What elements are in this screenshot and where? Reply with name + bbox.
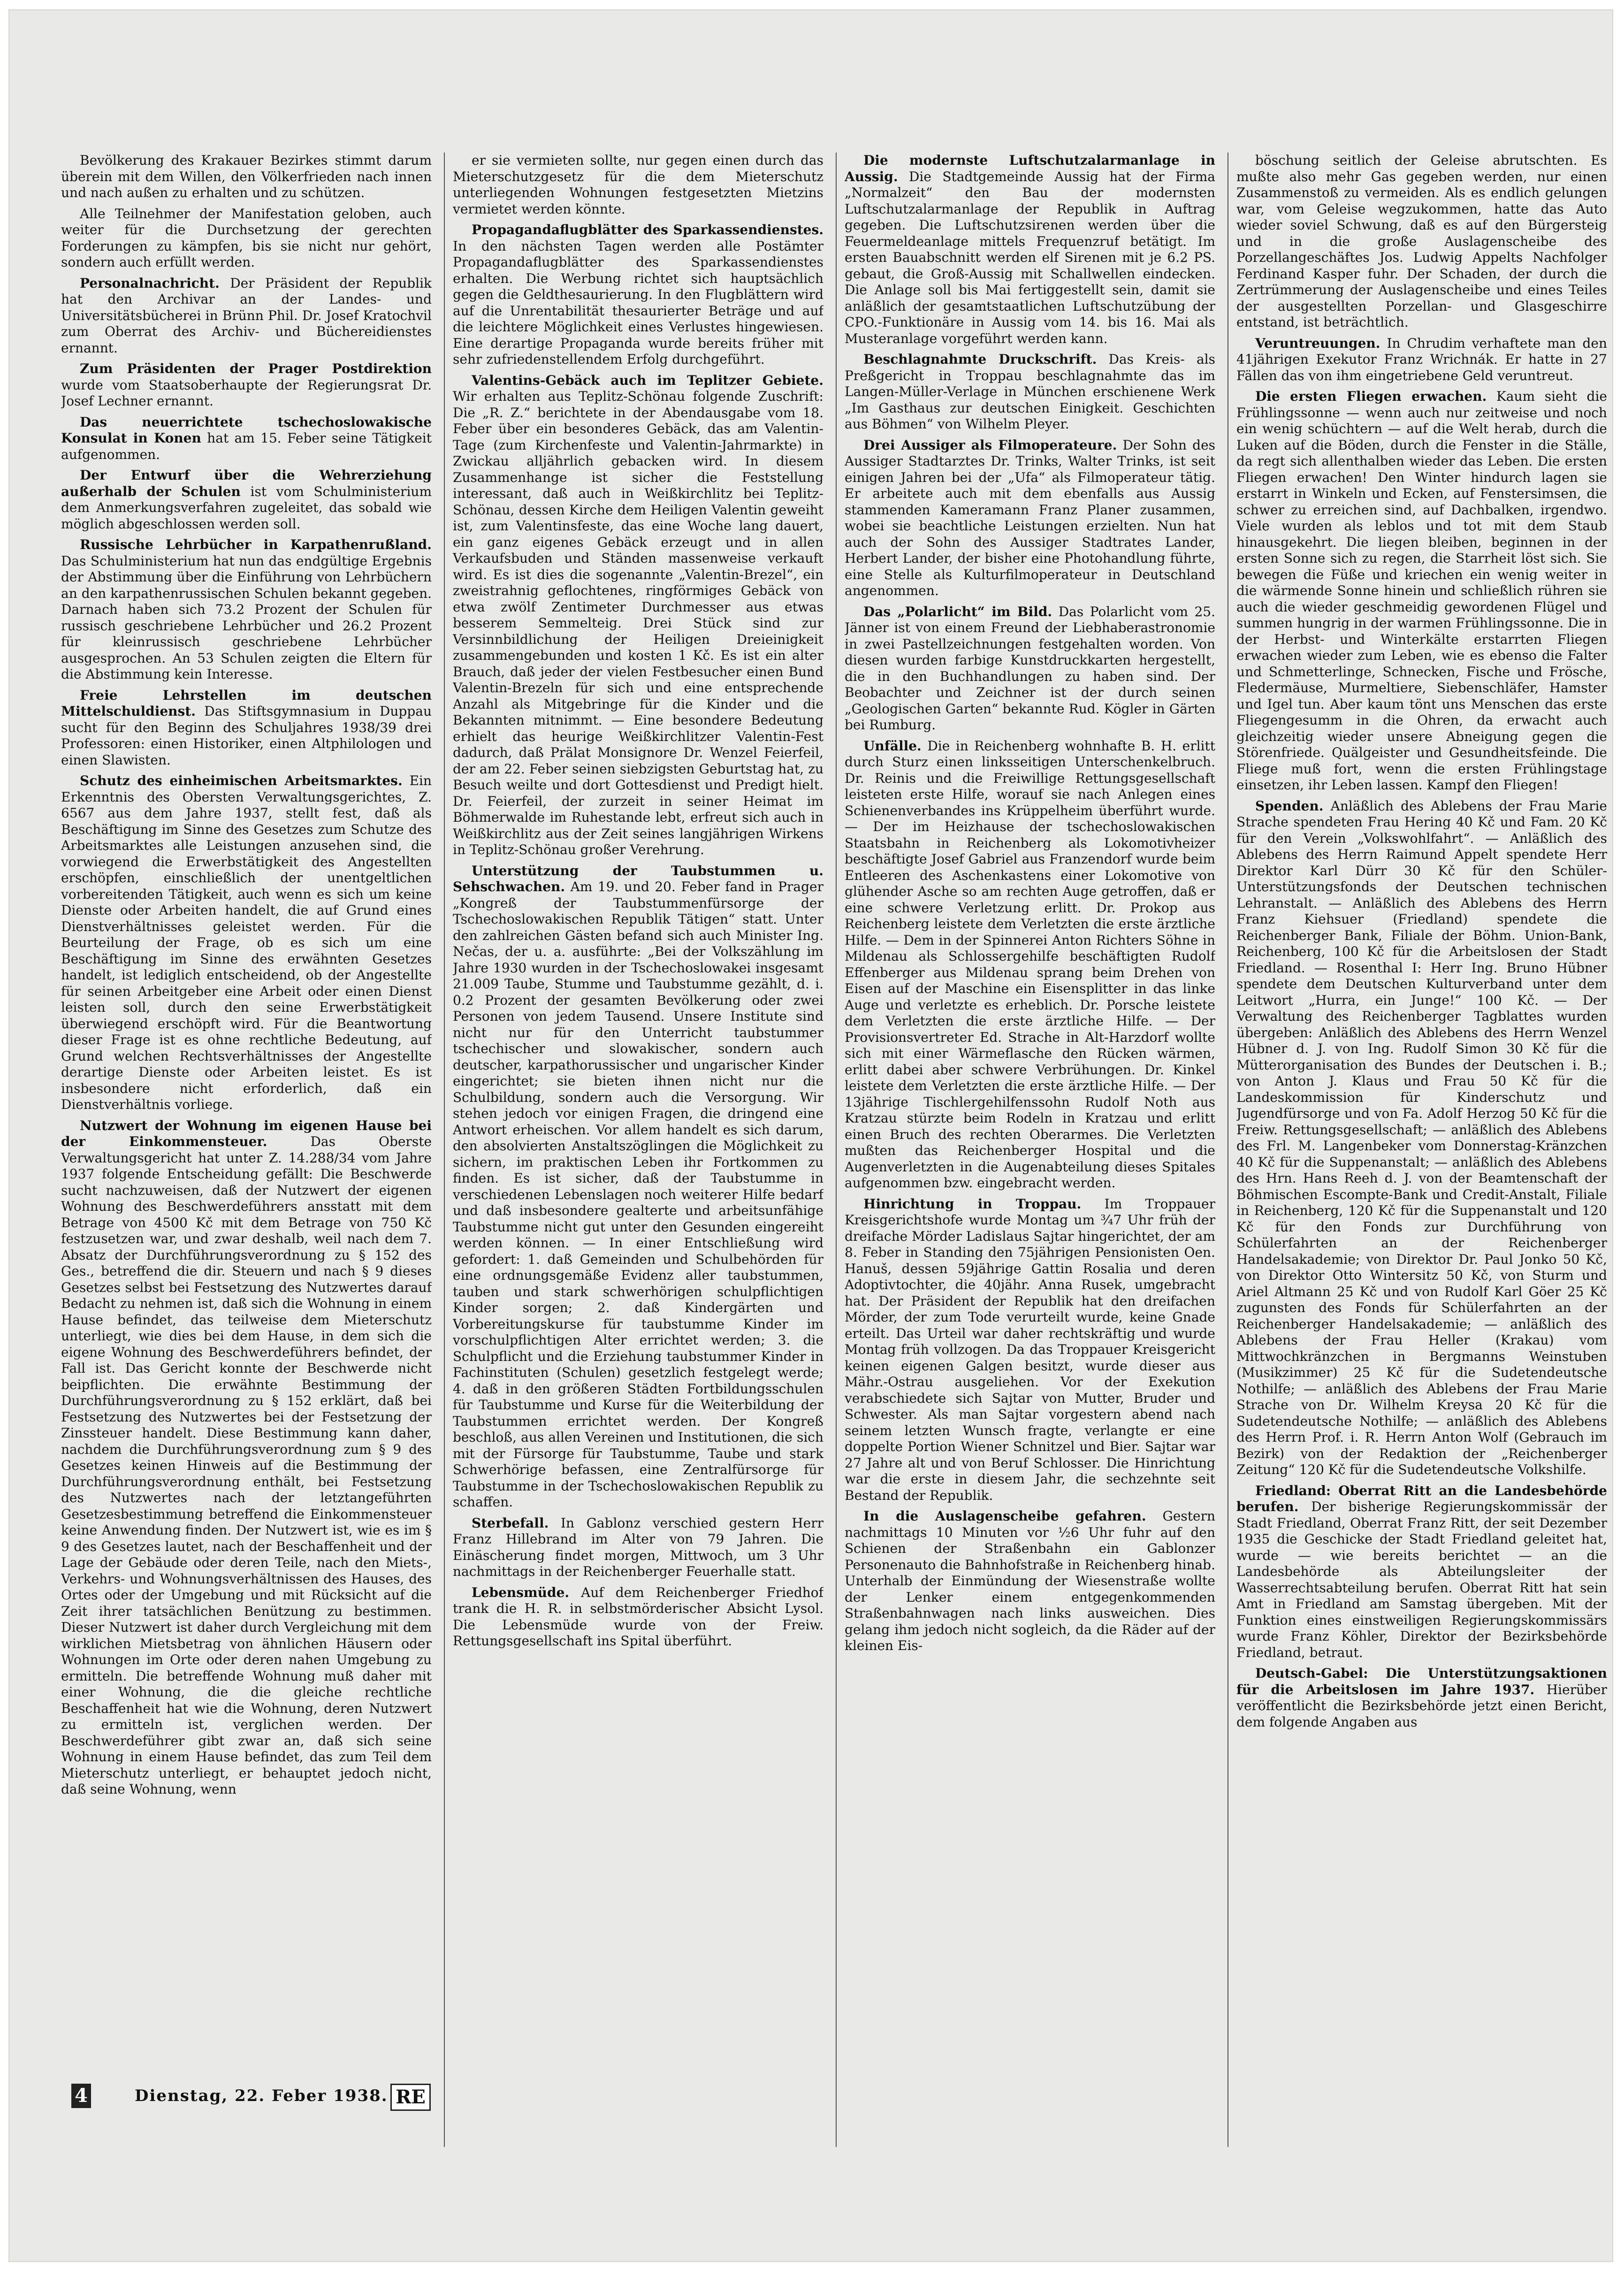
article-text: In Chrudim verhaftete man den 41jährigen Exekutor Franz Wrichnák. Er hatte in 27 Fällen das von ihm eingetriebene Geld veruntreut. bbox=[1236, 335, 1607, 383]
page-number: 4 bbox=[71, 2084, 91, 2108]
article-paragraph bbox=[453, 863, 823, 1511]
article-paragraph bbox=[1236, 336, 1607, 384]
article-text: Das Schulministerium hat nun das endgültige Ergebnis der Abstimmung über die Einführung von Lehrbüchern an den karpathenrussischen Schulen bekannt gegeben. Darnach haben sich 73.2 Prozent der Schulen für russisch geschriebene Lehrbücher und 26.2 Prozent für kleinrussisch geschriebene Lehrbücher ausgesprochen. An 53 Schulen zeigten die Eltern für die Abstimmung kein Interesse. bbox=[61, 553, 432, 682]
article-headline: Veruntreuungen. bbox=[1255, 335, 1380, 351]
article-paragraph bbox=[453, 1515, 823, 1580]
article-text: In Gablonz verschied gestern Herr Franz Hillebrand im Alter von 79 Jahren. Die Einäscherung findet morgen, Mittwoch, um 3 Uhr nachmittags in der Reichenberger Feuerhalle statt. bbox=[453, 1515, 823, 1579]
article-headline: Hinrichtung in Troppau. bbox=[863, 1196, 1082, 1212]
article-paragraph bbox=[845, 604, 1215, 734]
article-paragraph bbox=[845, 738, 1215, 1192]
article-text: Die Stadtgemeinde Aussig hat der Firma „Normalzeit“ den Bau der modernsten Luftschutzalarmanlage der Republik in Auftrag gegeben. Die Luftschutzsirenen werden über die Feuermeldeanlage mittels Frequenzruf betätigt. Im ersten Bauabschnitt werden elf Sirenen mit je 6.2 PS. gebaut, die Groß-Aussig mit Schallwellen eindecken. Die Anlage soll bis Mai fertiggestellt sein, damit sie anläßlich der gesamtstaatlichen Luftschutzübung der CPO.-Funktionäre in Aussig vom 14. bis 16. Mai als Musteranlage vorgeführt werden kann. bbox=[845, 168, 1215, 346]
column-2 bbox=[453, 153, 823, 2147]
article-paragraph bbox=[61, 275, 432, 357]
article-text: Alle Teilnehmer der Manifestation geloben, auch weiter für die Durchsetzung der gerechten Forderungen zu kämpfen, bis sie nicht nur gehört, sondern auch erfüllt werden. bbox=[61, 206, 432, 270]
article-headline: Das neuerrichtete tschechoslowakische Konsulat in Konen bbox=[61, 414, 432, 446]
article-headline: Sterbefall. bbox=[472, 1515, 549, 1531]
article-text: Ein Erkenntnis des Obersten Verwaltungsgerichtes, Z. 6567 aus dem Jahre 1937, stellt fest, daß als Beschäftigung im Sinne des Gesetzes zum Schutze des Arbeitsmarktes alle Leistungen anzusehen sind, die vorwiegend die Erwerbstätigkeit des Angestellten erschöpfen, einschließlich der unentgeltlichen vorbereitenden Tätigkeit, auch wenn es sich um keine Dienste oder Arbeiten handelt, die auf Grund eines Dienstverhältnisses geleistet werden. Für die Beurteilung der Frage, ob es sich um eine Beschäftigung im Sinne des erwähnten Gesetzes handelt, ist lediglich entscheidend, ob der Angestellte für seinen Arbeitgeber eine Arbeit oder einen Dienst leisten soll, durch den seine Erwerbstätigkeit überwiegend erschöpft wird. Für die Beantwortung dieser Frage ist es ohne rechtliche Bedeutung, auf Grund welchen Rechtsverhältnisses der Angestellte derartige Dienste oder Arbeiten leistet. Es ist insbesondere nicht erforderlich, daß ein Dienstverhältnis vorliege. bbox=[61, 773, 432, 1112]
article-headline: Friedland: Oberrat Ritt an die Landesbehörde berufen. bbox=[1236, 1482, 1607, 1514]
article-headline: Freie Lehrstellen im deutschen Mittelschuldienst. bbox=[61, 687, 432, 719]
article-headline: Deutsch-Gabel: Die Unterstützungsaktionen für die Arbeitslosen im Jahre 1937. bbox=[1236, 1666, 1607, 1697]
article-paragraph bbox=[845, 153, 1215, 347]
article-text: Das Polarlicht vom 25. Jänner ist von einem Freund der Liebhaberastronomie in zwei Pastellzeichnungen festgehalten worden. Von diesen wurden farbige Kunstdruckkarten hergestellt, die in den Buchhandlungen zu haben sind. Der Beobachter und Zeichner ist der durch seinen „Geologischen Garten“ bekannte Rud. Kögler in Gärten bei Rumburg. bbox=[845, 604, 1215, 733]
article-text: Der bisherige Regierungskommissär der Stadt Friedland, Oberrat Franz Ritt, der seit Dezember 1935 die Geschicke der Stadt Friedland geleitet hat, wurde — wie bereits berichtet — an die Landesbehörde als Abteilungsleiter der Wasserrechtsabteilung berufen. Oberrat Ritt hat sein Amt in Friedland am Samstag übergeben. Mit der Funktion eines einstweiligen Regierungskommissärs wurde Franz Köhler, Direktor der Bezirksbehörde Friedland, betraut. bbox=[1236, 1499, 1607, 1660]
column-rule bbox=[444, 153, 445, 2147]
article-text: Gestern nachmittags 10 Minuten vor ½6 Uhr fuhr auf den Schienen der Straßenbahn ein Gablonzer Personenauto die Bahnhofstraße in Reichenberg hinab. Unterhalb der Einmündung der Wiesenstraße wollte der Lenker einem entgegenkommenden Straßenbahnwagen nach links ausweichen. Dies gelang ihm jedoch nicht sogleich, da die Räder auf der kleinen Eis- bbox=[845, 1508, 1215, 1653]
article-headline: Drei Aussiger als Filmoperateure. bbox=[863, 437, 1117, 453]
article-text: In den nächsten Tagen werden alle Postämter Propagandaflugblätter des Sparkassendienstes erhalten. Die Werbung richtet sich hauptsächlich gegen die Geldthesaurierung. In den Flugblättern wird auf die Unrentabilität thesaurierter Beträge und auf die leichtere Möglichkeit eines Verlustes hingewiesen. Eine derartige Propaganda wurde bereits früher mit sehr zufriedenstellendem Erfolg durchgeführt. bbox=[453, 238, 823, 367]
page-footer bbox=[71, 2084, 1615, 2112]
article-headline: Unfälle. bbox=[863, 738, 922, 754]
article-headline: Personalnachricht. bbox=[80, 275, 220, 291]
issue-date: Dienstag, 22. Feber 1938. bbox=[135, 2086, 388, 2105]
article-text: Anläßlich des Ablebens der Frau Marie Strache spendeten Frau Hering 40 Kč und Fam. 20 Kč für den Verein „Volkswohlfahrt“. — Anläßlich des Ablebens des Herrn Raimund Appelt spendete Herr Direktor Karl Dürr 30 Kč für den Schüler-Unterstützungsfonds der Deutschen technischen Lehranstalt. — Anläßlich des Ablebens des Herrn Franz Kiehsuer (Friedland) spendete die Reichenberger Bank, Filiale der Böhm. Union-Bank, Reichenberg, 100 Kč für die Arbeitslosen der Stadt Friedland. — Rosenthal I: Herr Ing. Bruno Hübner spendete dem Deutschen Kulturverband unter dem Leitwort „Hurra, ein Junge!“ 100 Kč. — Der Verwaltung des Reichenberger Tagblattes wurden übergeben: Anläßlich des Ablebens des Herrn Wenzel Hübner d. J. von Ing. Rudolf Simon 30 Kč für die Mütterorganisation des Bundes der Deutschen i. B.; von Anton J. Klaus und Frau 50 Kč für die Landeskommission für Kinderschutz und Jugendfürsorge und von Fa. Adolf Herzog 50 Kč für die Freiw. Rettungsgesellschaft; — anläßlich des Ablebens des Frl. M. Langenbeker vom Donnerstag-Kränzchen 40 Kč für die Suppenanstalt; — anläßlich des Ablebens des Hrn. Hans Reeh d. J. von der Beamtenschaft der Böhmischen Escompte-Bank und Credit-Anstalt, Filiale in Reichenberg, 120 Kč für die Suppenanstalt und 120 Kč für den Fonds zur Durchführung von Schülerfahrten an der Reichenberger Handelsakademie; von Direktor Dr. Paul Jonko 50 Kč, von Direktor Otto Wintersitz 50 Kč, von Sturm und Ariel Altmann 25 Kč und von Rudolf Karl Göer 25 Kč zugunsten des Fonds für Schülerfahrten an der Reichenberger Handelsakademie; — anläßlich des Ablebens der Frau Heller (Krakau) vom Mittwochkränzchen in Bergmanns Weinstuben (Musikzimmer) 25 Kč für die Sudetendeutsche Nothilfe; — anläßlich des Ablebens der Frau Marie Strache von Dr. Wilhelm Kreysa 20 Kč für die Sudetendeutsche Nothilfe; — anläßlich des Ablebens des Herrn Prof. i. R. Herrn Anton Wolf (Gebrauch im Bezirk) von der Redaktion der „Reichenberger Zeitung“ 120 Kč für die Sudetendeutsche Volkshilfe. bbox=[1236, 798, 1607, 1477]
article-paragraph bbox=[61, 1118, 432, 1798]
article-paragraph bbox=[1236, 1483, 1607, 1661]
article-paragraph bbox=[845, 351, 1215, 433]
article-headline: Unterstützung der Taubstummen u. Sehschwachen. bbox=[453, 863, 823, 894]
article-paragraph bbox=[61, 467, 432, 532]
article-text: Im Troppauer Kreisgerichtshofe wurde Montag um ¾7 Uhr früh der dreifache Mörder Ladislaus Sajtar hingerichtet, der am 8. Feber in Standing den 75jährigen Pensionisten Oen. Hanuš, dessen 59jährige Gattin Rosalia und deren Adoptivtochter, die 40jähr. Anna Rusek, umgebracht hat. Der Präsident der Republik hat den dreifachen Mörder, der zum Tode verurteilt wurde, keine Gnade erteilt. Das Urteil war daher rechtskräftig und wurde Montag früh vollzogen. Da das Troppauer Kreisgericht keinen eigenen Galgen besitzt, wurde dieser aus Mähr.-Ostrau ausgeliehen. Vor der Exekution verabschiedete sich Sajtar von Mutter, Bruder und Schwester. Als man Sajtar vorgestern abend nach seinem letzten Wunsch fragte, verlangte er eine doppelte Portion Wiener Schnitzel und Bier. Sajtar war 27 Jahre alt und von Beruf Schlosser. Die Hinrichtung war die erste in diesem Jahr, die sechzehnte seit Bestand der Republik. bbox=[845, 1196, 1215, 1503]
masthead-letters: RE bbox=[396, 2086, 426, 2108]
article-headline: Propagandaflugblätter des Sparkassendienstes. bbox=[472, 222, 823, 237]
column-3 bbox=[845, 153, 1215, 2147]
article-text: Bevölkerung des Krakauer Bezirkes stimmt darum überein mit dem Willen, den Völkerfrieden nach innen und nach außen zu erhalten und zu schützen. bbox=[61, 153, 432, 200]
article-paragraph bbox=[61, 153, 432, 201]
article-headline: Beschlagnahmte Druckschrift. bbox=[863, 351, 1097, 367]
article-paragraph bbox=[61, 361, 432, 410]
article-headline: Die ersten Fliegen erwachen. bbox=[1255, 389, 1487, 404]
newspaper-page bbox=[61, 153, 1614, 2231]
article-headline: Lebensmüde. bbox=[472, 1584, 570, 1600]
article-paragraph bbox=[453, 373, 823, 858]
article-text: er sie vermieten sollte, nur gegen einen durch das Mieterschutzgesetz für die dem Mieterschutz unterliegenden Wohnungen festgesetzten Mietzins vermietet werden könnte. bbox=[453, 153, 823, 217]
article-paragraph bbox=[1236, 1666, 1607, 1730]
article-headline: Das „Polarlicht“ im Bild. bbox=[863, 604, 1052, 619]
article-headline: Schutz des einheimischen Arbeitsmarktes. bbox=[80, 773, 403, 788]
article-text: Auf dem Reichenberger Friedhof trank die H. R. in selbstmörderischer Absicht Lysol. Die Lebensmüde wurde von der Freiw. Rettungsgesellschaft ins Spital überführt. bbox=[453, 1584, 823, 1649]
article-headline: Der Entwurf über die Wehrerziehung außerhalb der Schulen bbox=[61, 467, 432, 499]
article-headline: Spenden. bbox=[1255, 798, 1324, 814]
article-text: Der Sohn des Aussiger Stadtarztes Dr. Trinks, Walter Trinks, ist seit einigen Jahren bei der „Ufa“ als Filmoperateur tätig. Er arbeitete auch mit dem ebenfalls aus Aussig stammenden Kameramann Franz Planer zusammen, wobei sie beachtliche Leistungen erzielten. Nun hat auch der Sohn des Aussiger Stadtrates Lander, Herbert Lander, der bisher eine Photohandlung führte, eine Stelle als Kulturfilmoperateur in Deutschland angenommen. bbox=[845, 437, 1215, 598]
article-headline: Nutzwert der Wohnung im eigenen Hause bei der Einkommensteuer. bbox=[61, 1117, 432, 1149]
article-text: Die in Reichenberg wohnhafte B. H. erlitt durch Sturz einen linksseitigen Unterschenkelbruch. Dr. Reinis und die Freiwillige Rettungsgesellschaft leisteten erste Hilfe, worauf sie nach Anlegen eines Schienenverbandes ins Krüppelheim überführt wurde. — Der im Heizhause der tschechoslowakischen Staatsbahn in Reichenberg als Lokomotivheizer beschäftigte Josef Gabriel aus Franzendorf wurde beim Entleeren des Aschenkastens einer Lokomotive von glühender Asche so am rechten Auge getroffen, daß er eine schwere Verletzung erlitt. Dr. Prokop aus Reichenberg leistete dem Verletzten die erste ärztliche Hilfe. — Dem in der Spinnerei Anton Richters Söhne in Mildenau als Schlossergehilfe beschäftigten Rudolf Effenberger aus Mildenau sprang beim Drehen von Eisen auf der Maschine ein Eisensplitter in das linke Auge und verletzte es erheblich. Dr. Porsche leistete dem Verletzten die erste ärztliche Hilfe. — Der Provisionsvertreter Ed. Strache in Alt-Harzdorf wollte sich mit einer Wärmeflasche den Rücken wärmen, erlitt dabei aber schwere Verbrühungen. Dr. Kinkel leistete dem Verletzten die erste ärztliche Hilfe. — Der 13jährige Tischlergehilfenssohn Rudolf Noth aus Kratzau stürzte beim Rodeln in Kratzau und erlitt einen Bruch des rechten Oberarmes. Die Verletzten mußten das Reichenberger Hospital und die Augenverletzten in die Augenabteilung dieses Spitales aufgenommen bzw. eingebracht werden. bbox=[845, 738, 1215, 1191]
article-text: Am 19. und 20. Feber fand in Prager „Kongreß der Taubstummenfürsorge der Tschechoslowakischen Republik Tätigen“ statt. Unter den zahlreichen Gästen befand sich auch Minister Ing. Nečas, der u. a. ausführte: „Bei der Volkszählung im Jahre 1930 wurden in der Tschechoslowakei insgesamt 21.009 Taube, Stumme und Taubstumme gezählt, d. i. 0.2 Prozent der gesamten Bevölkerung oder zwei Personen von jedem Tausend. Unsere Institute sind nicht nur für den Unterricht taubstummer tschechischer und slowakischer, sondern auch deutscher, karpathorussischer und ungarischer Kinder eingerichtet; sie bieten ihnen nicht nur die Schulbildung, sondern auch die Versorgung. Wir stehen jedoch vor einigen Fragen, die dringend eine Antwort erheischen. Vor allem handelt es sich darum, den absolvierten Anstaltszöglingen die Möglichkeit zu sichern, im praktischen Leben ihr Fortkommen zu finden. Es ist sicher, daß der Taubstumme in verschiedenen Lebenslagen noch weiterer Hilfe bedarf und daß insbesondere gealterte und arbeitsunfähige Taubstumme nicht gut unter den Gesunden eingereiht werden können. — In einer Entschließung wird gefordert: 1. daß Gemeinden und Schulbehörden für eine ordnungsgemäße Evidenz aller taubstummen, tauben und stark schwerhörigen schulpflichtigen Kinder sorgen; 2. daß Kindergärten und Vorbereitungskurse für taubstumme Kinder im vorschulpflichtigen Alter errichtet werden; 3. die Schulpflicht und die Erziehung taubstummer Kinder in Fachinstituten (Schulen) gesetzlich festgelegt werde; 4. daß in den größeren Städten Fortbildungsschulen für Taubstumme und Kurse für die Weiterbildung der Taubstummen errichtet werden. Der Kongreß beschloß, aus allen Vereinen und Institutionen, die sich mit der Fürsorge für Taubstumme, Taube und stark Schwerhörige befassen, eine Zentralfürsorge für Taubstumme in der Tschechoslowakischen Republik zu schaffen. bbox=[453, 879, 823, 1510]
column-rule bbox=[836, 153, 837, 2147]
article-paragraph bbox=[453, 1585, 823, 1650]
article-paragraph bbox=[453, 153, 823, 217]
article-headline: Zum Präsidenten der Prager Postdirektion bbox=[80, 361, 432, 376]
article-paragraph bbox=[61, 206, 432, 271]
article-paragraph bbox=[61, 414, 432, 463]
article-paragraph bbox=[845, 1508, 1215, 1654]
article-text: Das Stiftsgymnasium in Duppau sucht für den Beginn des Schuljahres 1938/39 drei Professoren: einen Historiker, einen Altphilologen und einen Slawisten. bbox=[61, 703, 432, 768]
article-text: Der Präsident der Republik hat den Archivar an der Landes- und Universitätsbücherei in Brünn Phil. Dr. Josef Kratochvil zum Oberrat des Archiv- und Büchereidienstes ernannt. bbox=[61, 275, 432, 356]
article-paragraph bbox=[61, 773, 432, 1113]
article-text: wurde vom Staatsoberhaupte der Regierungsrat Dr. Josef Lechner ernannt. bbox=[61, 377, 432, 409]
article-text: hat am 15. Feber seine Tätigkeit aufgenommen. bbox=[61, 430, 432, 462]
column-4 bbox=[1236, 153, 1607, 2147]
article-text: Das Kreis- als Preßgericht in Troppau beschlagnahmte das im Langen-Müller-Verlage in München erschienene Werk „Im Gasthaus zur deutschen Einigkeit. Geschichten aus Böhmen“ von Wilhelm Pleyer. bbox=[845, 351, 1215, 432]
article-text: Kaum sieht die Frühlingssonne — wenn auch nur zeitweise und noch ein wenig schüchtern — auf die Welt herab, durch die Luken auf die Böden, durch die Fenster in die Ställe, da regt sich allenthalben wieder das Leben. Die ersten Fliegen erwachen! Den Winter hindurch lagen sie erstarrt in Winkeln und Ecken, auf Fenstersimsen, die schwer zu erreichen sind, auf Dachbalken, irgendwo. Viele wurden als leblos und tot mit dem Staub hinausgekehrt. Die liegen bleiben, beginnen in der ersten Sonne sich zu regen, die Starrheit löst sich. Sie bewegen die Füße und kriechen ein wenig weiter in die wärmende Sonne hinein und schließlich rühren sie auch die wieder geschmeidig gewordenen Flügel und summen hungrig in der warmen Frühlingssonne. Die in der Herbst- und Winterkälte erstarrten Fliegen erwachen wieder zum Leben, wie es ebenso die Falter und Schmetterlinge, Schnecken, Fische und Frösche, Fledermäuse, Murmeltiere, Siebenschläfer, Hamster und Igel tun. Aber kaum tönt uns Menschen das erste Fliegengesumm in die Ohren, da erwacht auch gleichzeitig wieder unsere Abneigung gegen die Störenfriede. Quälgeister und Gesundheitsfeinde. Die Fliege muß fort, wenn die ersten Frühlingstage einsetzen, ihr Leben lassen. Kampf den Fliegen! bbox=[1236, 389, 1607, 793]
article-text: böschung seitlich der Geleise abrutschten. Es mußte also mehr Gas gegeben werden, nur einen Zusammenstoß zu vermeiden. Als es endlich gelungen war, vom Geleise wegzukommen, hatte das Auto wieder soviel Schwung, daß es auf den Bürgersteig und in die große Auslagenscheibe des Porzellangeschäftes Jos. Ludwig Appelts Nachfolger Ferdinand Kasper fuhr. Der Schaden, der durch die Zertrümmerung der Auslagenscheibe und eines Teiles der ausgestellten Porzellan- und Glasgeschirre entstand, ist beträchtlich. bbox=[1236, 153, 1607, 330]
article-paragraph bbox=[453, 222, 823, 368]
article-text: Wir erhalten aus Teplitz-Schönau folgende Zuschrift: Die „R. Z.“ berichtete in der Abendausgabe vom 18. Feber über ein besonderes Gebäck, das am Valentin-Tage (zum Kirchenfeste und Valentin-Jahrmarkte) in Zwickau alljährlich gebacken wird. In diesem Zusammenhange ist sicher die Feststellung interessant, daß auch in Weißkirchlitz bei Teplitz-Schönau, dessen Kirche dem Heiligen Valentin geweiht ist, zum Valentinsfeste, das eine Woche lang dauert, ein ganz eigenes Gebäck erzeugt und in allen Verkaufsbuden und Ständen massenweise verkauft wird. Es ist dies die sogenannte „Valentin-Brezel“, ein zweistrahnig geflochtenes, ringförmiges Gebäck von etwa zwölf Zentimeter Durchmesser aus etwas besserem Semmelteig. Drei Stück sind zur Versinnbildlichung der Heiligen Dreieinigkeit zusammengebunden und kosten 1 Kč. Es ist ein alter Brauch, daß jeder der vielen Festbesucher einen Bund Valentin-Brezeln für sich und eine entsprechende Anzahl als Mitgebringe für die Kinder und die Bekannten mitnimmt. — Eine besondere Bedeutung erhielt das heurige Weißkirchlitzer Valentin-Fest dadurch, daß Prälat Monsignore Dr. Wenzel Feierfeil, der am 22. Feber seinen siebzigsten Geburtstag hat, zu Besuch weilte und dort Gottesdienst und Predigt hielt. Dr. Feierfeil, der zurzeit in seiner Heimat im Böhmerwalde im Ruhestande lebt, erfreut sich auch in Weißkirchlitz aus der Zeit seines langjährigen Wirkens in Teplitz-Schönau großer Verehrung. bbox=[453, 389, 823, 857]
article-paragraph bbox=[845, 437, 1215, 599]
article-headline: Valentins-Gebäck auch im Teplitzer Gebiete. bbox=[472, 372, 823, 388]
article-paragraph bbox=[61, 537, 432, 683]
article-text: ist vom Schulministerium dem Anmerkungsverfahren zugeleitet, das sobald wie möglich abgeschlossen werden soll. bbox=[61, 483, 432, 532]
column-1 bbox=[61, 153, 432, 2147]
article-headline: Die modernste Luftschutzalarmanlage in Aussig. bbox=[845, 153, 1215, 184]
article-text: Das Oberste Verwaltungsgericht hat unter Z. 14.288/34 vom Jahre 1937 folgende Entscheidung gefällt: Die Beschwerde sucht nachzuweisen, daß der Nutzwert der eigenen Wohnung des Beschwerdeführers ansstatt mit dem Betrage von 4500 Kč mit dem Betrage von 750 Kč festzusetzen war, und zwar deshalb, weil nach dem 7. Absatz der Durchführungsverordnung zu § 152 des Ges., betreffend die dir. Steuern und nach § 9 dieses Gesetzes selbst bei Festsetzung des Nutzwertes darauf Bedacht zu nehmen ist, daß sich die Wohnung in einem Hause befindet, das teilweise dem Mieterschutz unterliegt, wie dies bei dem Hause, in dem sich die eigene Wohnung des Beschwerdeführers befindet, der Fall ist. Das Gericht konnte der Beschwerde nicht beipflichten. Die erwähnte Bestimmung der Durchführungsverordnung zu § 152 erklärt, daß bei Festsetzung des Nutzwertes bei der Festsetzung der Zinssteuer handelt. Diese Bestimmung kann daher, nachdem die Durchführungsverordnung zum § 9 des Gesetzes keinen Hinweis auf die Bestimmung der Durchführungsverordnung enthält, bei Festsetzung des Nutzwertes nach der letztangeführten Gesetzesbestimmung betreffend die Einkommensteuer keine Anwendung finden. Der Nutzwert ist, wie es im § 9 des Gesetzes lautet, nach der Beschaffenheit und der Lage der Gebäude oder deren Teile, nach den Miets-, Verkehrs- und Wohnungsverhältnissen des Hauses, des Ortes oder der Umgebung und mit Rücksicht auf die Zeit ihrer tatsächlichen Benützung zu bestimmen. Dieser Nutzwert ist daher durch Vergleichung mit dem wirklichen Mietsbetrag von ähnlichen Häusern oder Wohnungen im Orte oder deren nahen Umgebung zu ermitteln. Die betreffende Wohnung muß daher mit einer Wohnung, die die gleiche rechtliche Beschaffenheit hat wie die Wohnung, deren Nutzwert zu ermitteln ist, verglichen werden. Der Beschwerdeführer gibt zwar an, daß sich seine Wohnung in einem Hause befindet, das zum Teil dem Mieterschutz unterliegt, er behauptet jedoch nicht, daß seine Wohnung, wenn bbox=[61, 1134, 432, 1797]
article-paragraph bbox=[1236, 798, 1607, 1478]
article-paragraph bbox=[1236, 153, 1607, 331]
masthead-logo bbox=[390, 2084, 431, 2111]
article-paragraph bbox=[845, 1196, 1215, 1504]
article-paragraph bbox=[1236, 389, 1607, 794]
article-headline: Russische Lehrbücher in Karpathenrußland. bbox=[80, 537, 432, 552]
article-headline: In die Auslagenscheibe gefahren. bbox=[863, 1508, 1146, 1524]
article-paragraph bbox=[61, 688, 432, 769]
article-text: Hierüber veröffentlicht die Bezirksbehörde jetzt einen Bericht, dem folgende Angaben aus bbox=[1236, 1681, 1607, 1730]
